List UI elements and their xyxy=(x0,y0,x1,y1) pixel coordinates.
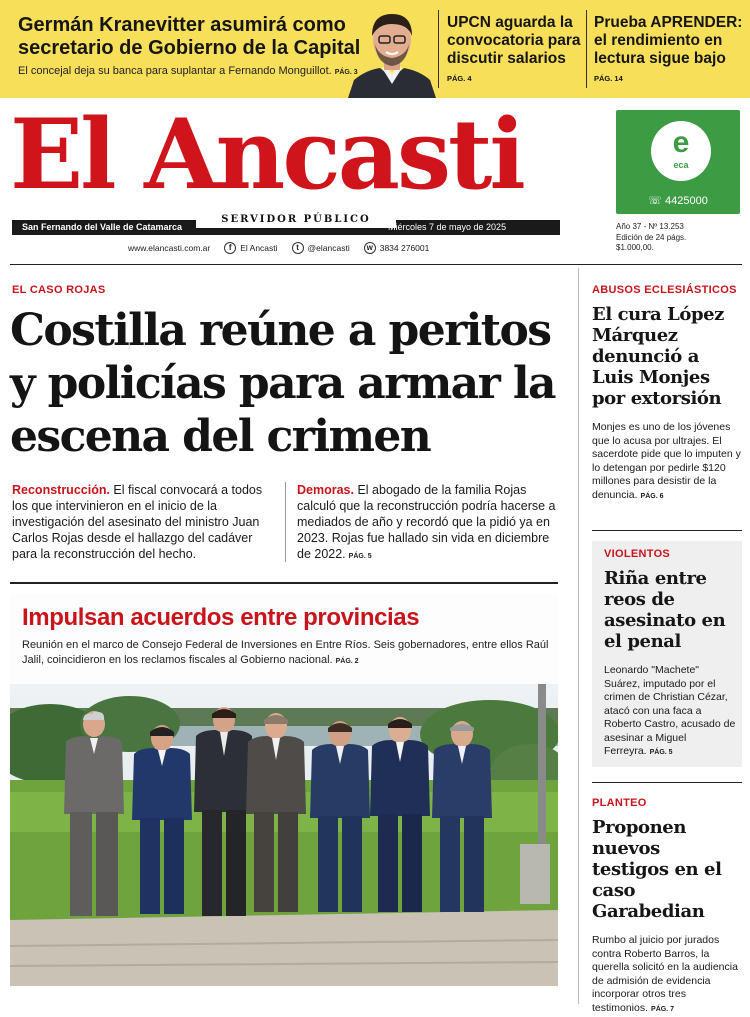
page-ref: PÁG. 4 xyxy=(447,74,472,83)
sidebar-story-2[interactable] xyxy=(604,548,736,760)
city-label: San Fernando del Valle de Catamarca xyxy=(22,222,183,232)
main-story-headline[interactable]: Costilla reúne a peritos y policías para armar la escena del crimen xyxy=(10,305,555,462)
website-link[interactable]: www.elancasti.com.ar xyxy=(128,243,211,253)
column-divider xyxy=(578,268,579,1004)
masthead-bar xyxy=(12,216,560,235)
section-divider xyxy=(592,782,742,783)
page-ref: PÁG. 2 xyxy=(335,658,359,665)
sidebar-summary: Rumbo al juicio por jurados contra Roberto Barros, la querella solicitó en la audiencia de admisión de evidencia incorporar otros tres testimonios. PÁG. 7 xyxy=(592,934,738,1014)
eca-phone: ☏ 4425000 xyxy=(648,195,708,207)
issue-date: Miércoles 7 de mayo de 2025 xyxy=(388,222,507,232)
social-links xyxy=(128,242,429,254)
page-ref: PÁG. 5 xyxy=(649,749,673,756)
sidebar-story-3[interactable] xyxy=(592,797,742,1016)
photo-story-headline[interactable]: Impulsan acuerdos entre provincias xyxy=(22,604,420,631)
edition-info: Año 37 - Nº 13.253 Edición de 24 págs. $1.000,00. xyxy=(616,222,687,252)
section-divider xyxy=(592,530,742,531)
top-main-headline[interactable]: Germán Kranevitter asumirá como secretario de Gobierno de la Capital xyxy=(18,14,361,59)
eca-advertisement[interactable] xyxy=(616,110,740,214)
newspaper-logo[interactable]: El Ancasti xyxy=(10,98,523,211)
sidebar-summary: Leonardo "Machete" Suárez, imputado por el crimen de Christian Cézar, atacó con una faca a Roberto Castro, acusado de asesinar a Miguel Ferreyra. PÁG. 5 xyxy=(604,664,736,757)
section-divider xyxy=(10,582,558,584)
sidebar-kicker: VIOLENTOS xyxy=(604,548,671,560)
sidebar-story-1[interactable] xyxy=(592,284,742,503)
page-ref: PÁG. 14 xyxy=(594,74,623,83)
top-right-teaser[interactable] xyxy=(594,14,744,83)
page-ref: PÁG. 3 xyxy=(334,69,358,76)
top-divider xyxy=(438,10,439,88)
twitter-link[interactable]: t @elancasti xyxy=(292,242,350,254)
section-divider xyxy=(10,264,742,265)
twitter-icon: t xyxy=(292,242,304,254)
top-mid-headline[interactable]: UPCN aguarda la convocatoria para discutir salarios xyxy=(447,14,581,67)
page-ref: PÁG. 7 xyxy=(651,1005,674,1013)
whatsapp-link[interactable]: w 3834 276001 xyxy=(364,242,430,254)
page-ref: PÁG. 5 xyxy=(348,553,372,560)
sidebar-headline[interactable]: Riña entre reos de asesinato en el penal xyxy=(604,568,726,652)
top-main-summary: El concejal deja su banca para suplantar a Fernando Monguillot. PÁG. 3 xyxy=(18,65,358,77)
sidebar-summary: Monjes es uno de los jóvenes que lo acusa por ultrajes. El sacerdote pide que lo imputen y lo detengan por pedirle $120 millones para desistir de la denuncia. PÁG. 6 xyxy=(592,421,741,501)
facebook-link[interactable]: f El Ancasti xyxy=(224,242,277,254)
top-divider xyxy=(586,10,587,88)
page-ref: PÁG. 6 xyxy=(640,492,664,500)
main-story-kicker: EL CASO ROJAS xyxy=(12,284,106,296)
top-main-teaser[interactable] xyxy=(18,14,378,77)
facebook-icon: f xyxy=(224,242,236,254)
sidebar-headline[interactable]: Proponen nuevos testigos en el caso Garabedian xyxy=(592,817,722,922)
top-right-headline[interactable]: Prueba APRENDER: el rendimiento en lectura sigue bajo xyxy=(594,14,743,67)
main-story-col1: Reconstrucción. El fiscal convocará a todos los que intervinieron en el inicio de la investigación del asesinato del ministro Juan Carlos Rojas desde el hallazgo del cadáver para la reconstrucción del hecho. xyxy=(12,483,263,561)
main-story-col2: Demoras. El abogado de la familia Rojas calculó que la reconstrucción podría hacerse a mediados de año y recordó que la pidió ya en 2023. Rojas fue hallado sin vida en diciembre de 2022. PÁG. 5 xyxy=(297,483,556,561)
eca-logo: e eca xyxy=(651,121,711,181)
kranevitter-portrait xyxy=(346,8,438,98)
sidebar-kicker: ABUSOS ECLESIÁSTICOS xyxy=(592,284,737,296)
sidebar-kicker: PLANTEO xyxy=(592,797,647,809)
photo-story-caption: Reunión en el marco de Consejo Federal de Inversiones en Entre Ríos. Seis gobernadores, entre ellos Raúl Jalil, coincidieron en los reclamos fiscales al Gobierno nacional. PÁG. 2 xyxy=(22,639,549,666)
governors-photo xyxy=(10,684,558,986)
whatsapp-icon: w xyxy=(364,242,376,254)
sidebar-headline[interactable]: El cura López Márquez denunció a Luis Monjes por extorsión xyxy=(592,304,725,409)
tagline: SERVIDOR PÚBLICO xyxy=(196,212,396,228)
column-divider xyxy=(285,482,286,562)
top-mid-teaser[interactable] xyxy=(447,14,587,83)
